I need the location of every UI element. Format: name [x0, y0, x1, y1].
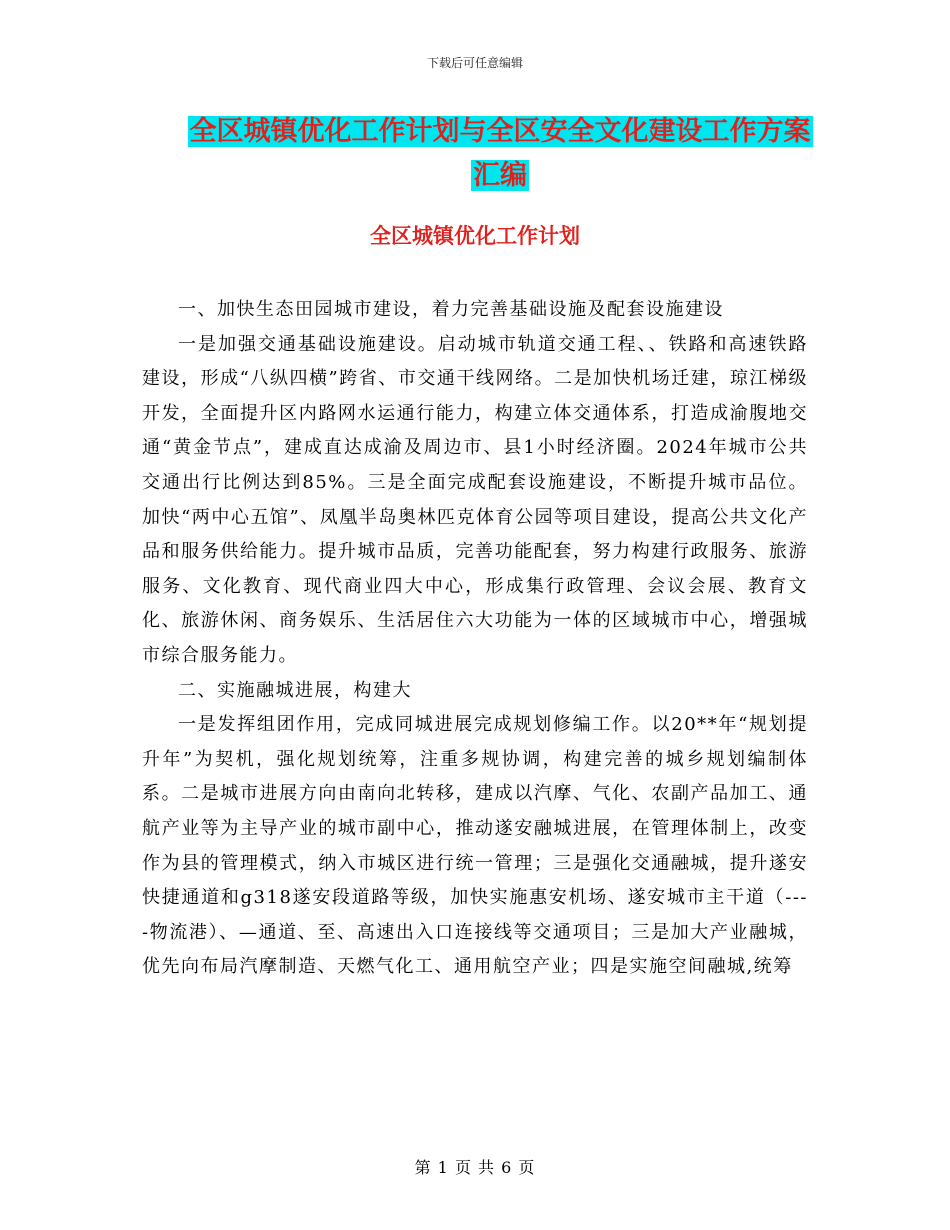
document-title-line2: 汇编	[473, 160, 527, 191]
document-body	[142, 293, 808, 985]
document-title	[140, 110, 860, 198]
header-note: 下载后可任意编辑	[426, 56, 523, 70]
paragraph: 一是发挥组团作用，完成同城进展完成规划修编工作。以20**年“规划提升年”为契机，强化规划统筹，注重多规协调，构建完善的城乡规划编制体系。二是城市进展方向由南向北转移，建成以汽摩、气化、农副产品加工、通航产业等为主导产业的城市副中心，推动遂安融城进展，在管理体制上，改变作为县的管理模式，纳入市城区进行统一管理；三是强化交通融城，提升遂安快捷通道和g318遂安段道路等级，加快实施惠安机场、遂安城市主干道（----物流港）、—通道、至、高速出入口连接线等交通项目；三是加大产业融城，优先向布局汽摩制造、天燃气化工、通用航空产业；四是实施空间融城,统筹	[142, 714, 808, 978]
section-title: 全区城镇优化工作计划	[370, 223, 580, 248]
paragraph: 二、实施融城进展，构建大	[178, 679, 412, 701]
document-title-line1: 全区城镇优化工作计划与全区安全文化建设工作方案	[189, 116, 811, 147]
page-number: 第 1 页 共 6 页	[414, 1158, 536, 1177]
paragraph: 一是加强交通基础设施建设。启动城市轨道交通工程、、铁路和高速铁路建设，形成“八纵四横”跨省、市交通干线网络。二是加快机场迁建，琼江梯级开发，全面提升区内路网水运通行能力，构建立体交通体系，打造成渝腹地交通“黄金节点”，建成直达成渝及周边市、县1小时经济圈。2024年城市公共交通出行比例达到85%。三是全面完成配套设施建设，不断提升城市品位。加快“两中心五馆”、凤凰半岛奥林匹克体育公园等项目建设，提高公共文化产品和服务供给能力。提升城市品质，完善功能配套，努力构建行政服务、旅游服务、文化教育、现代商业四大中心，形成集行政管理、会议会展、教育文化、旅游休闲、商务娱乐、生活居住六大功能为一体的区域城市中心，增强城市综合服务能力。	[142, 333, 808, 666]
paragraph: 一、加快生态田园城市建设，着力完善基础设施及配套设施建设	[178, 299, 724, 320]
